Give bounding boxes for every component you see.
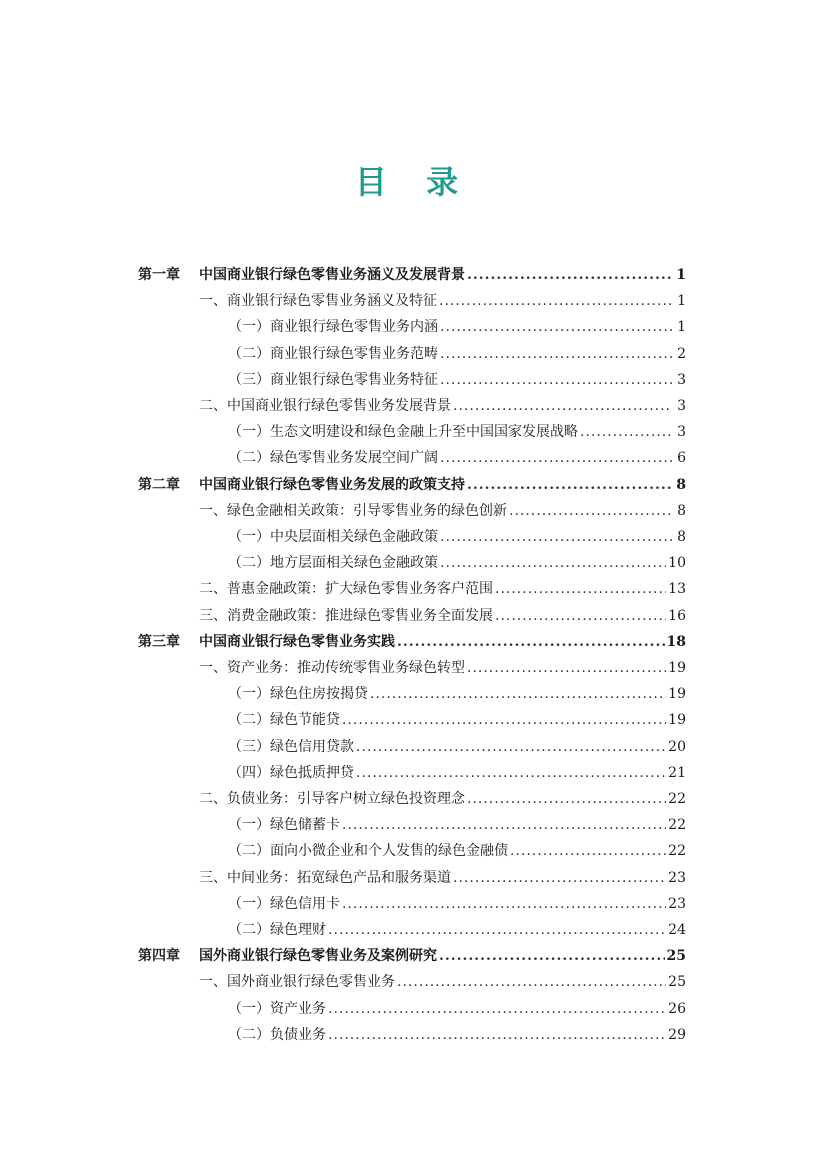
page-number: 18 (666, 633, 686, 650)
page-number: 25 (668, 974, 686, 991)
toc-section-entry[interactable] (199, 498, 686, 524)
entry-title: 二、负债业务：引导客户树立绿色投资理念 (199, 791, 465, 807)
page-number: 1 (677, 293, 686, 310)
page-number: 3 (677, 371, 686, 388)
toc-section-entry[interactable] (199, 865, 686, 891)
entry-title: 一、资产业务：推动传统零售业务绿色转型 (199, 660, 465, 676)
page-number: 21 (668, 764, 686, 781)
chapter-number: 第三章 (138, 633, 180, 650)
entry-title: 中国商业银行绿色零售业务实践 (199, 633, 395, 650)
page-number: 8 (677, 502, 686, 519)
dot-leader (397, 969, 666, 995)
entry-title: （三）商业银行绿色零售业务特征 (228, 371, 438, 388)
entry-title: （二）绿色节能贷 (228, 712, 340, 729)
toc-subsection-entry[interactable] (228, 707, 686, 733)
dot-leader (440, 314, 672, 340)
dot-leader (440, 341, 672, 367)
dot-leader (397, 629, 665, 655)
dot-leader (328, 917, 666, 943)
entry-title: （二）地方层面相关绿色金融政策 (228, 555, 438, 572)
dot-leader (453, 393, 672, 419)
page-number: 22 (668, 791, 686, 807)
page-number: 3 (677, 398, 686, 414)
toc-subsection-entry[interactable] (228, 314, 686, 340)
toc-section-entry[interactable] (199, 576, 686, 602)
dot-leader (342, 707, 666, 733)
page-number: 23 (668, 869, 686, 886)
dot-leader (439, 943, 665, 969)
page-number: 19 (668, 660, 686, 676)
dot-leader (440, 367, 672, 393)
entry-title: （二）负债业务 (228, 1026, 326, 1043)
toc-subsection-entry[interactable] (228, 367, 686, 393)
entry-title: 一、商业银行绿色零售业务涵义及特征 (199, 293, 437, 310)
page-number: 25 (666, 948, 686, 965)
dot-leader (495, 576, 666, 602)
dot-leader (467, 655, 666, 681)
page-number: 22 (668, 843, 686, 860)
page-number: 6 (677, 450, 686, 467)
dot-leader (356, 760, 666, 786)
toc-chapter-entry[interactable] (138, 629, 686, 655)
dot-leader (510, 838, 666, 864)
dot-leader (509, 498, 672, 524)
toc-subsection-entry[interactable] (228, 812, 686, 838)
entry-title: 一、国外商业银行绿色零售业务 (199, 974, 395, 991)
toc-subsection-entry[interactable] (228, 681, 686, 707)
entry-title: （二）商业银行绿色零售业务范畴 (228, 345, 438, 362)
dot-leader (370, 681, 666, 707)
toc-section-entry[interactable] (199, 603, 686, 629)
chapter-number: 第二章 (138, 476, 180, 493)
page-number: 26 (668, 1000, 686, 1017)
toc-subsection-entry[interactable] (228, 996, 686, 1022)
entry-title: （四）绿色抵质押贷 (228, 764, 354, 781)
page-number: 8 (677, 529, 686, 545)
page-number: 3 (677, 424, 686, 441)
entry-title: （一）生态文明建设和绿色金融上升至中国国家发展战略 (228, 424, 578, 441)
toc-subsection-entry[interactable] (228, 419, 686, 445)
page-number: 16 (668, 607, 686, 624)
toc-chapter-entry[interactable] (138, 262, 686, 288)
toc-subsection-entry[interactable] (228, 445, 686, 471)
toc-subsection-entry[interactable] (228, 760, 686, 786)
page-number: 20 (668, 738, 686, 755)
page-number: 22 (668, 817, 686, 834)
toc-subsection-entry[interactable] (228, 891, 686, 917)
page-number: 24 (668, 922, 686, 938)
page-number: 23 (668, 895, 686, 912)
chapter-number: 第一章 (138, 267, 180, 283)
dot-leader (440, 445, 672, 471)
page-number: 19 (668, 712, 686, 729)
dot-leader (328, 1022, 666, 1048)
entry-title: （二）面向小微企业和个人发售的绿色金融债 (228, 843, 508, 860)
dot-leader (342, 812, 666, 838)
entry-title: 三、中间业务：拓宽绿色产品和服务渠道 (199, 869, 451, 886)
entry-title: （一）绿色信用卡 (228, 895, 340, 912)
dot-leader (453, 865, 666, 891)
page-number: 1 (676, 267, 686, 283)
entry-title: （一）商业银行绿色零售业务内涵 (228, 319, 438, 336)
entry-title: 二、中国商业银行绿色零售业务发展背景 (199, 398, 451, 414)
dot-leader (580, 419, 672, 445)
dot-leader (467, 786, 666, 812)
toc-subsection-entry[interactable] (228, 524, 686, 550)
toc-section-entry[interactable] (199, 969, 686, 995)
page-number: 8 (676, 476, 686, 493)
dot-leader (342, 891, 666, 917)
entry-title: 中国商业银行绿色零售业务涵义及发展背景 (199, 267, 465, 283)
toc-subsection-entry[interactable] (228, 550, 686, 576)
toc-chapter-entry[interactable] (138, 943, 686, 969)
dot-leader (440, 524, 672, 550)
dot-leader (467, 262, 672, 288)
toc-subsection-entry[interactable] (228, 917, 686, 943)
entry-title: 一、绿色金融相关政策：引导零售业务的绿色创新 (199, 502, 507, 519)
chapter-number: 第四章 (138, 948, 180, 965)
page-number: 1 (677, 319, 686, 336)
toc-section-entry[interactable] (199, 655, 686, 681)
dot-leader (356, 734, 666, 760)
page-title: 目 录 (354, 163, 473, 201)
entry-title: （二）绿色零售业务发展空间广阔 (228, 450, 438, 467)
entry-title: （一）中央层面相关绿色金融政策 (228, 529, 438, 545)
toc-section-entry[interactable] (199, 393, 686, 419)
toc-subsection-entry[interactable] (228, 341, 686, 367)
entry-title: （三）绿色信用贷款 (228, 738, 354, 755)
entry-title: 中国商业银行绿色零售业务发展的政策支持 (199, 476, 465, 493)
toc-chapter-entry[interactable] (138, 472, 686, 498)
entry-title: （一）绿色住房按揭贷 (228, 686, 368, 703)
toc-subsection-entry[interactable] (228, 734, 686, 760)
dot-leader (439, 288, 672, 314)
dot-leader (467, 472, 672, 498)
toc-section-entry[interactable] (199, 786, 686, 812)
dot-leader (495, 603, 666, 629)
page-number: 2 (677, 345, 686, 362)
toc-subsection-entry[interactable] (228, 1022, 686, 1048)
entry-title: （二）绿色理财 (228, 922, 326, 938)
entry-title: 国外商业银行绿色零售业务及案例研究 (199, 948, 437, 965)
page-number: 29 (668, 1026, 686, 1043)
dot-leader (440, 550, 666, 576)
page-number: 13 (668, 581, 686, 598)
entry-title: 二、普惠金融政策：扩大绿色零售业务客户范围 (199, 581, 493, 598)
entry-title: 三、消费金融政策：推进绿色零售业务全面发展 (199, 607, 493, 624)
toc-subsection-entry[interactable] (228, 838, 686, 864)
entry-title: （一）资产业务 (228, 1000, 326, 1017)
toc-section-entry[interactable] (199, 288, 686, 314)
page-number: 19 (668, 686, 686, 703)
entry-title: （一）绿色储蓄卡 (228, 817, 340, 834)
page-number: 10 (668, 555, 686, 572)
dot-leader (328, 996, 666, 1022)
